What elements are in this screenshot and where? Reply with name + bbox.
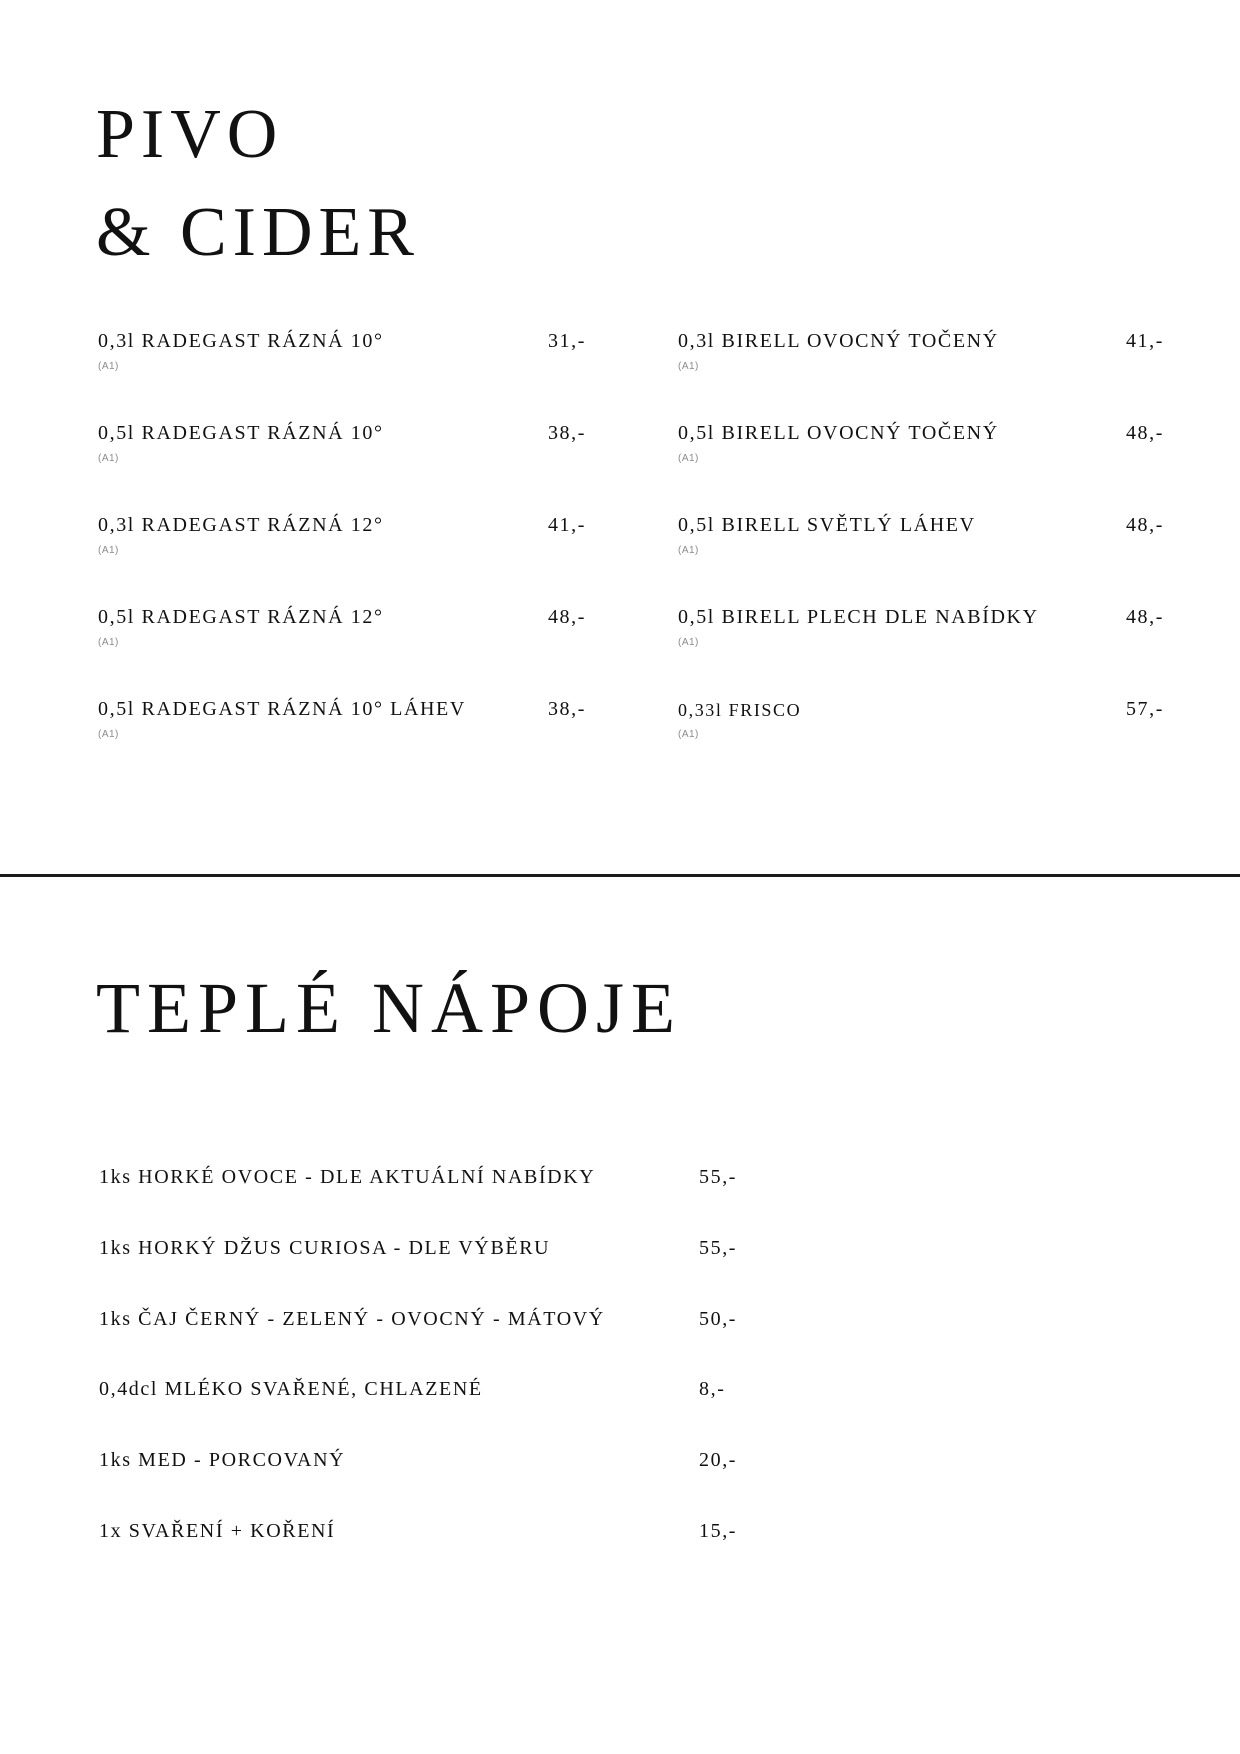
allergen-code: (A1) (98, 729, 119, 740)
menu-item (98, 422, 586, 514)
section-title-cider: & CIDER (96, 194, 420, 271)
menu-item (678, 698, 1164, 790)
item-price: 48,- (1125, 606, 1164, 628)
item-name: 0,4dcl MLÉKO SVAŘENÉ, CHLAZENÉ (99, 1378, 483, 1401)
item-name: 0,5l BIRELL OVOCNÝ TOČENÝ (678, 422, 999, 444)
item-name: 0,3l BIRELL OVOCNÝ TOČENÝ (678, 330, 999, 352)
item-price: 41,- (547, 514, 586, 536)
item-name: 1x SVAŘENÍ + KOŘENÍ (99, 1519, 336, 1542)
menu-item (678, 422, 1164, 514)
item-price: 15,- (699, 1519, 738, 1542)
item-name: 0,5l BIRELL PLECH DLE NABÍDKY (678, 606, 1039, 628)
menu-item (99, 1237, 739, 1308)
section-divider (0, 874, 1240, 877)
menu-item (98, 514, 586, 606)
allergen-code: (A1) (678, 729, 699, 740)
menu-item (678, 330, 1164, 422)
item-price: 55,- (699, 1166, 738, 1188)
allergen-code: (A1) (98, 545, 119, 556)
allergen-code: (A1) (98, 361, 119, 372)
allergen-code: (A1) (678, 453, 699, 464)
allergen-code: (A1) (678, 361, 699, 372)
allergen-code: (A1) (98, 453, 119, 464)
item-name: 0,5l RADEGAST RÁZNÁ 10° LÁHEV (98, 698, 466, 720)
menu-item (99, 1520, 739, 1591)
item-name: 1ks ČAJ ČERNÝ - ZELENÝ - OVOCNÝ - MÁTOVÝ (99, 1307, 605, 1330)
item-price: 38,- (547, 422, 586, 444)
section-title-hot-drinks: TEPLÉ NÁPOJE (96, 968, 682, 1048)
menu-item (99, 1308, 739, 1379)
item-name: 0,3l RADEGAST RÁZNÁ 12° (98, 514, 384, 536)
menu-item (99, 1449, 739, 1520)
allergen-code: (A1) (678, 545, 699, 556)
item-price: 48,- (1125, 422, 1164, 444)
item-price: 31,- (547, 330, 586, 352)
item-name: 0,5l BIRELL SVĚTLÝ LÁHEV (678, 514, 976, 536)
allergen-code: (A1) (678, 637, 699, 648)
item-price: 8,- (699, 1378, 726, 1401)
item-price: 50,- (699, 1307, 738, 1330)
item-name: 1ks MED - PORCOVANÝ (99, 1449, 346, 1472)
item-name: 0,5l RADEGAST RÁZNÁ 10° (98, 422, 384, 444)
menu-item (98, 698, 586, 790)
section-title-pivo: PIVO (96, 96, 284, 173)
menu-item (98, 606, 586, 698)
beer-list-right (678, 330, 1164, 790)
item-name: 1ks HORKÝ DŽUS CURIOSA - DLE VÝBĚRU (99, 1236, 551, 1259)
item-price: 20,- (699, 1449, 738, 1472)
item-name: 1ks HORKÉ OVOCE - DLE AKTUÁLNÍ NABÍDKY (99, 1166, 596, 1188)
menu-item (99, 1166, 739, 1237)
menu-item (98, 330, 586, 422)
item-price: 55,- (699, 1236, 738, 1259)
allergen-code: (A1) (98, 637, 119, 648)
menu-item (678, 606, 1164, 698)
menu-item (678, 514, 1164, 606)
item-name: 0,5l RADEGAST RÁZNÁ 12° (98, 606, 384, 628)
item-name: 0,3l RADEGAST RÁZNÁ 10° (98, 330, 384, 352)
item-price: 41,- (1125, 330, 1164, 352)
item-price: 57,- (1125, 698, 1164, 720)
hot-drinks-list (99, 1166, 739, 1591)
item-price: 48,- (547, 606, 586, 628)
item-price: 48,- (1125, 514, 1164, 536)
item-price: 38,- (547, 698, 586, 720)
menu-item (99, 1378, 739, 1449)
item-name: 0,33l FRISCO (678, 700, 802, 720)
beer-list-left (98, 330, 586, 790)
